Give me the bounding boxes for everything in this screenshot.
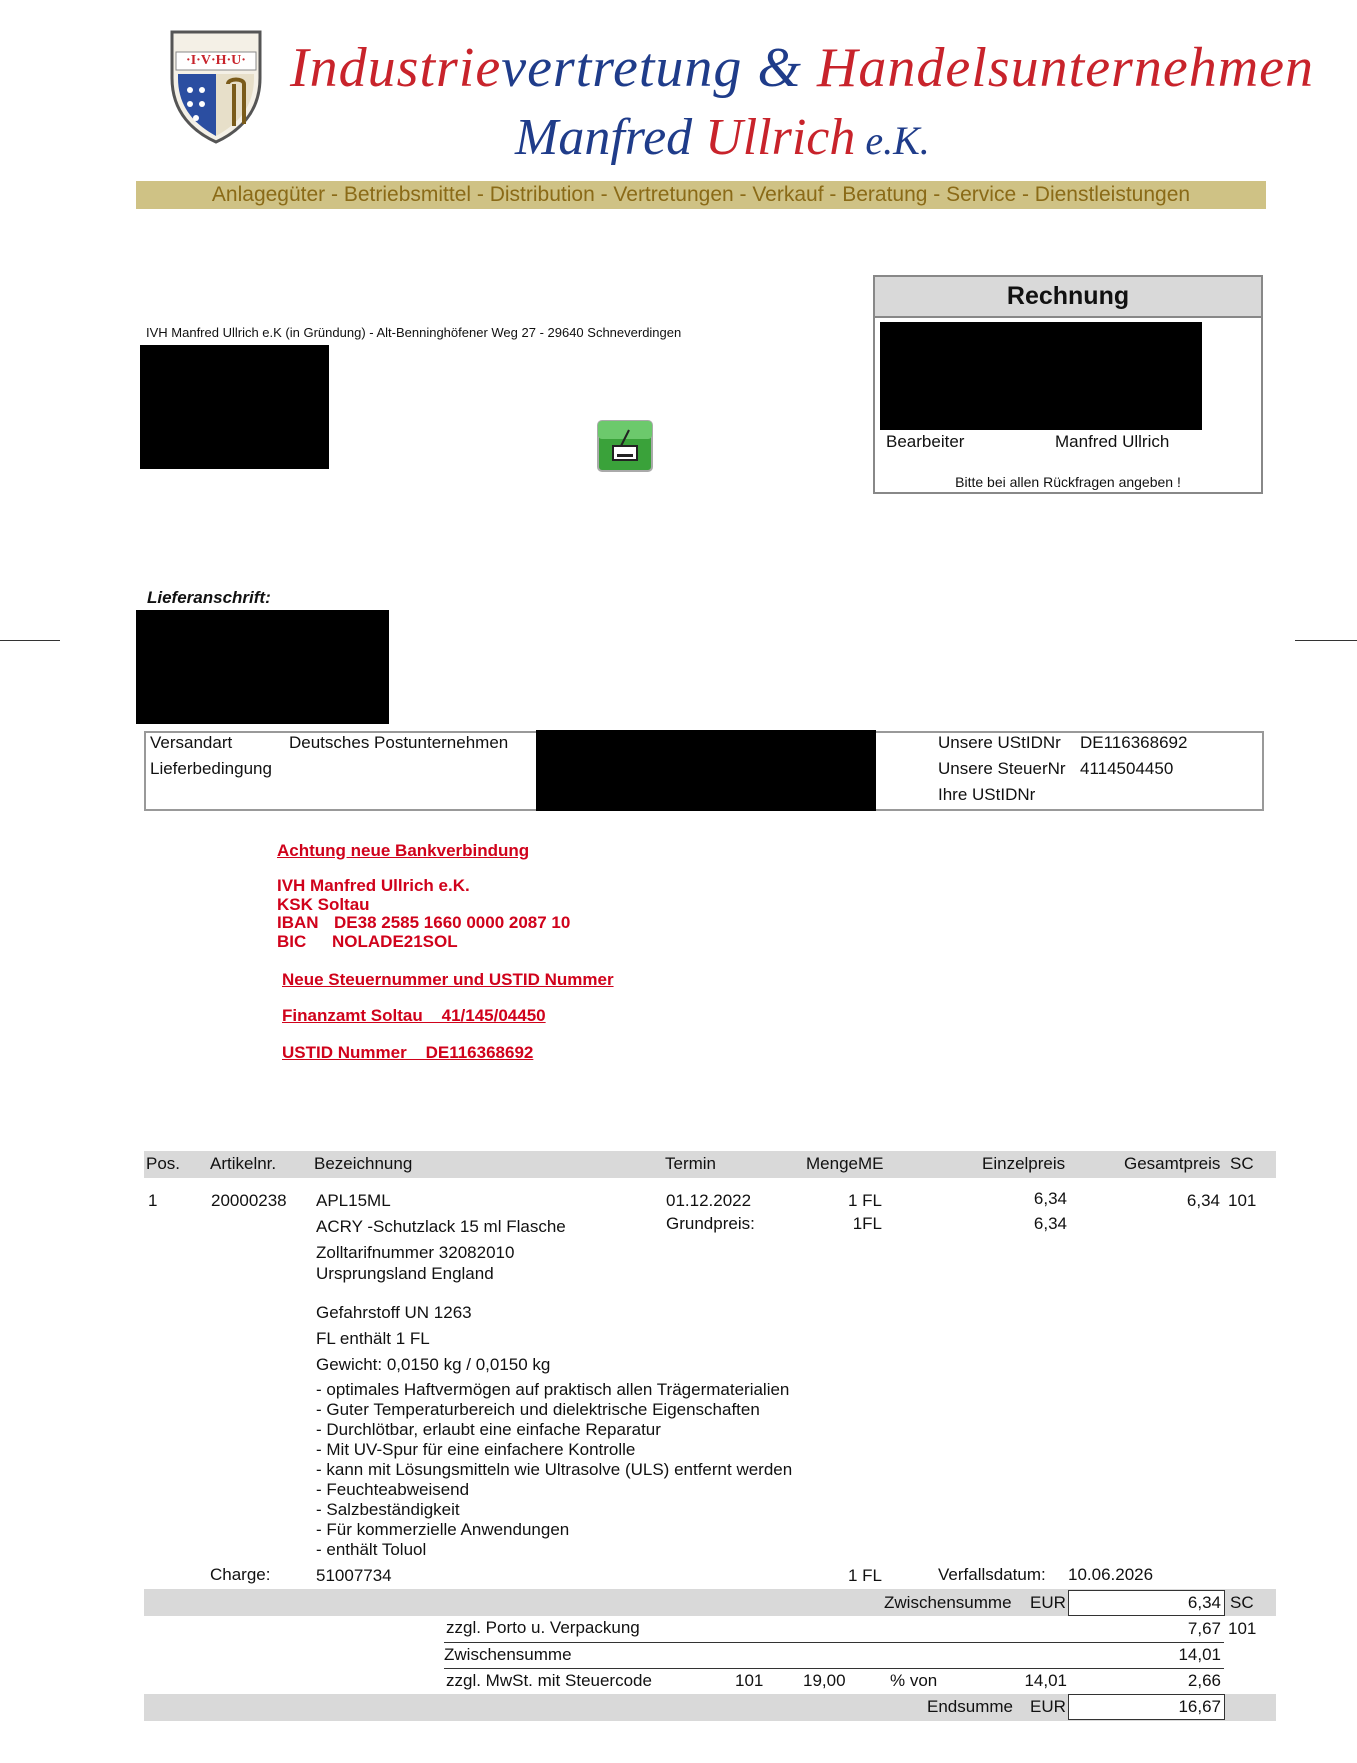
item-quantity: 1 FL xyxy=(847,1191,882,1210)
item-feature: - Mit UV-Spur für eine einfachere Kontrolle xyxy=(316,1440,636,1459)
item-name: ACRY -Schutzlack 15 ml Flasche xyxy=(316,1217,566,1236)
col-pos: Pos. xyxy=(146,1154,181,1173)
vat-code: 101 xyxy=(735,1671,764,1690)
redacted-delivery-address xyxy=(136,610,389,724)
item-contains: FL enthält 1 FL xyxy=(316,1329,430,1348)
redacted-recipient-address xyxy=(140,345,329,469)
vat-id-label: Unsere UStIDNr xyxy=(938,733,1061,752)
item-tariff: Zolltarifnummer 32082010 xyxy=(316,1243,515,1262)
item-code: APL15ML xyxy=(316,1191,391,1210)
item-date: 01.12.2022 xyxy=(666,1191,752,1210)
expiry-value: 10.06.2026 xyxy=(1068,1565,1154,1584)
tax-office: Finanzamt Soltau 41/145/04450 xyxy=(282,1006,546,1025)
company-name xyxy=(515,108,930,167)
editor-label: Bearbeiter xyxy=(886,432,965,451)
col-quantity: MengeME xyxy=(806,1154,884,1173)
item-sc: 101 xyxy=(1228,1191,1257,1210)
print-icon[interactable] xyxy=(597,420,653,472)
item-feature: - Feuchteabweisend xyxy=(316,1480,470,1499)
charge-label: Charge: xyxy=(210,1565,271,1584)
final-total-currency: EUR xyxy=(1030,1697,1066,1716)
item-feature: - Durchlötbar, erlaubt eine einfache Reparatur xyxy=(316,1420,661,1439)
item-article: 20000238 xyxy=(211,1191,287,1210)
title-amp: & xyxy=(742,37,817,99)
divider xyxy=(444,1642,1224,1643)
subtotal-value: 6,34 xyxy=(1187,1593,1221,1612)
company-title xyxy=(290,36,1314,100)
item-feature: - enthält Toluol xyxy=(316,1540,427,1559)
bic-label: BIC xyxy=(277,932,307,951)
fold-mark-right xyxy=(1295,640,1357,641)
delivery-terms-label: Lieferbedingung xyxy=(150,759,272,778)
divider xyxy=(444,1668,1224,1669)
col-unit-price: Einzelpreis xyxy=(982,1154,1066,1173)
redacted-invoice-details xyxy=(880,322,1202,430)
vat-of-label: % von xyxy=(890,1671,938,1690)
redacted-shipping-details xyxy=(536,730,876,811)
reference-note: Bitte bei allen Rückfragen angeben ! xyxy=(955,474,1181,490)
iban-label: IBAN xyxy=(277,913,319,932)
title-part2: vertretung xyxy=(501,37,743,99)
subtotal2-value: 14,01 xyxy=(1178,1645,1221,1664)
col-sc: SC xyxy=(1230,1154,1254,1173)
item-feature: - optimales Haftvermögen auf praktisch allen Trägermaterialien xyxy=(316,1380,790,1399)
iban-value: DE38 2585 1660 0000 2087 10 xyxy=(334,913,571,932)
invoice-title: Rechnung xyxy=(875,277,1261,318)
final-total-value: 16,67 xyxy=(1178,1697,1221,1716)
item-feature: - Für kommerzielle Anwendungen xyxy=(316,1520,570,1539)
shipping-cost-value: 7,67 xyxy=(1187,1619,1221,1638)
bank-notice-heading: Achtung neue Bankverbindung xyxy=(277,841,530,860)
item-feature: - kann mit Lösungsmitteln wie Ultrasolve (ULS) entfernt werden xyxy=(316,1460,793,1479)
charge-quantity: 1 FL xyxy=(847,1566,882,1585)
bic-value: NOLADE21SOL xyxy=(332,932,458,951)
subtotal-sc: SC xyxy=(1230,1593,1254,1612)
item-weight: Gewicht: 0,0150 kg / 0,0150 kg xyxy=(316,1355,551,1374)
vat-value: 2,66 xyxy=(1187,1671,1221,1690)
shipping-method-value: Deutsches Postunternehmen xyxy=(289,733,509,752)
vat-label: zzgl. MwSt. mit Steuercode xyxy=(446,1671,652,1690)
tax-number-label: Unsere SteuerNr xyxy=(938,759,1066,778)
expiry-label: Verfallsdatum: xyxy=(938,1565,1046,1584)
item-base-price-label: Grundpreis: xyxy=(666,1214,755,1233)
shipping-method-label: Versandart xyxy=(150,733,233,752)
sender-address-line: IVH Manfred Ullrich e.K (in Gründung) - Alt-Benninghöfener Weg 27 - 29640 Schneverdingen xyxy=(146,325,682,340)
item-origin: Ursprungsland England xyxy=(316,1264,494,1283)
item-feature: - Guter Temperaturbereich und dielektrische Eigenschaften xyxy=(316,1400,760,1419)
delivery-address-label: Lieferanschrift: xyxy=(147,588,271,607)
col-article: Artikelnr. xyxy=(210,1154,277,1173)
tax-notice-heading: Neue Steuernummer und USTID Nummer xyxy=(282,970,614,989)
charge-value: 51007734 xyxy=(316,1566,392,1585)
vat-rate: 19,00 xyxy=(803,1671,846,1690)
bank-company: IVH Manfred Ullrich e.K. xyxy=(277,876,470,895)
bank-name: KSK Soltau xyxy=(277,895,370,914)
col-total: Gesamtpreis xyxy=(1124,1154,1221,1173)
tagline: Anlagegüter - Betriebsmittel - Distribution - Vertretungen - Verkauf - Beratung - Service - Dienstleistungen xyxy=(211,183,1191,206)
crest-logo xyxy=(168,28,264,146)
crest-text: ·I·V·H·U· xyxy=(186,53,246,68)
item-base-price: 6,34 xyxy=(1033,1214,1067,1233)
subtotal-currency: EUR xyxy=(1030,1593,1066,1612)
item-total: 6,34 xyxy=(1186,1191,1220,1210)
shield-icon xyxy=(168,28,264,146)
item-hazard: Gefahrstoff UN 1263 xyxy=(316,1303,472,1322)
shipping-cost-sc: 101 xyxy=(1228,1619,1257,1638)
tax-number-value: 4114504450 xyxy=(1080,759,1174,778)
vat-id-value: DE116368692 xyxy=(1080,733,1188,752)
shipping-cost-label: zzgl. Porto u. Verpackung xyxy=(446,1618,640,1637)
subtotal2-label: Zwischensumme xyxy=(444,1645,572,1664)
col-description: Bezeichnung xyxy=(314,1154,413,1173)
item-unit-price: 6,34 xyxy=(1033,1189,1067,1208)
item-feature: - Salzbeständigkeit xyxy=(316,1500,460,1519)
editor-value: Manfred Ullrich xyxy=(1055,432,1170,451)
item-base-quantity: 1FL xyxy=(852,1214,882,1233)
title-part3: Handelsunternehmen xyxy=(816,37,1314,99)
name-part2: Ullrich xyxy=(705,109,856,166)
customer-vat-id-label: Ihre UStIDNr xyxy=(938,785,1036,804)
col-date: Termin xyxy=(665,1154,717,1173)
title-part1: Industrie xyxy=(290,37,502,99)
fold-mark-left xyxy=(0,640,60,641)
vat-base: 14,01 xyxy=(1024,1671,1067,1690)
name-part3: e.K. xyxy=(855,118,930,163)
item-pos: 1 xyxy=(148,1191,158,1210)
final-total-label: Endsumme xyxy=(927,1697,1013,1716)
subtotal-label: Zwischensumme xyxy=(884,1593,1012,1612)
ustid-number: USTID Nummer DE116368692 xyxy=(282,1043,534,1062)
name-part1: Manfred xyxy=(515,109,706,166)
